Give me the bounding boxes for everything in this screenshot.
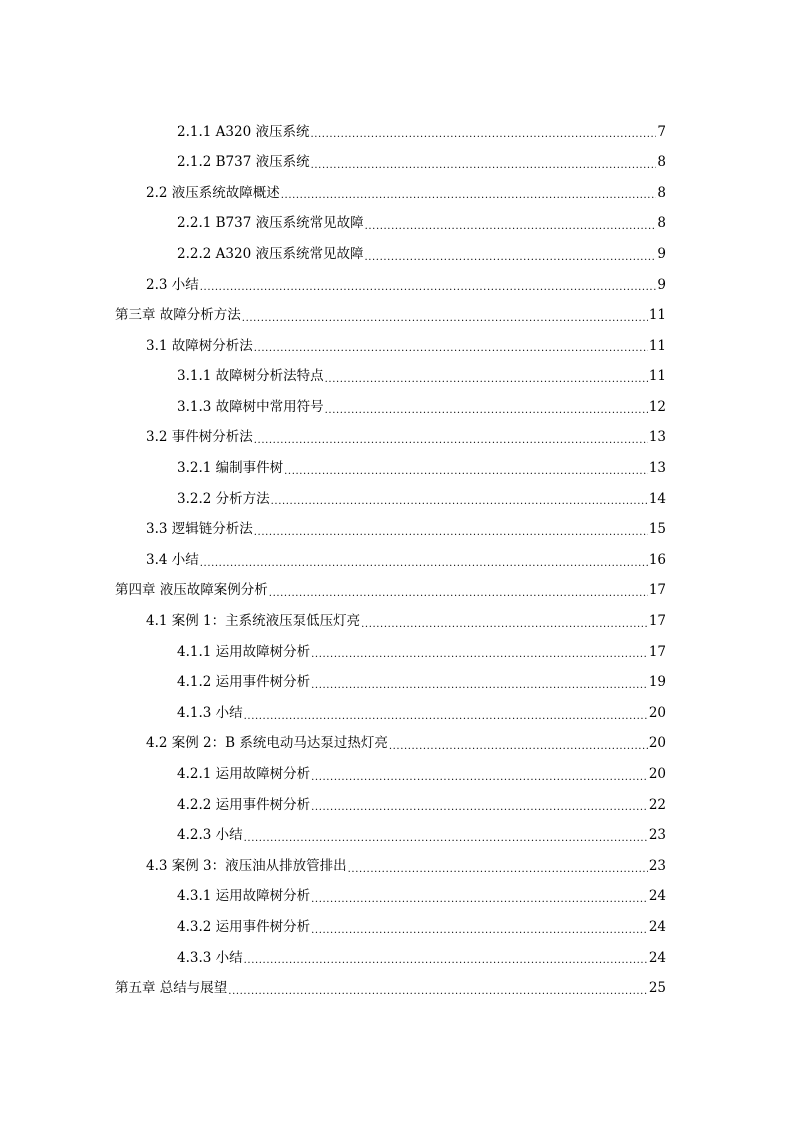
toc-entry-page-number: 24 xyxy=(648,888,666,905)
toc-entry-page-number: 20 xyxy=(648,766,666,783)
toc-entry-page-number: 9 xyxy=(657,245,666,262)
toc-entry xyxy=(0,117,793,148)
toc-dot-leader xyxy=(364,249,656,263)
toc-dot-leader xyxy=(311,922,648,936)
toc-dot-leader xyxy=(361,616,648,630)
toc-dot-leader xyxy=(254,340,648,354)
toc-entry-title: 4.2 案例 2：B 系统电动马达泵过热灯亮 xyxy=(146,735,388,752)
toc-entry-page-number: 11 xyxy=(648,337,666,354)
toc-entry-title: 3.1.1 故障树分析法特点 xyxy=(177,368,324,385)
toc-entry-page-number: 24 xyxy=(648,949,666,966)
toc-entry-page-number: 14 xyxy=(648,490,666,507)
toc-dot-leader xyxy=(311,891,648,905)
toc-entry-page-number: 22 xyxy=(648,796,666,813)
toc-dot-leader xyxy=(365,218,657,232)
toc-entry-page-number: 17 xyxy=(648,613,666,630)
toc-entry xyxy=(0,576,793,607)
toc-dot-leader xyxy=(271,493,648,507)
toc-dot-leader xyxy=(254,432,648,446)
toc-dot-leader xyxy=(311,677,648,691)
toc-entry xyxy=(0,943,793,974)
toc-entry-title: 4.2.2 运用事件树分析 xyxy=(177,796,311,813)
toc-entry xyxy=(0,270,793,301)
toc-entry-page-number: 17 xyxy=(648,582,666,599)
toc-dot-leader xyxy=(281,187,657,201)
toc-dot-leader xyxy=(269,585,648,599)
toc-entry-page-number: 13 xyxy=(648,460,666,477)
toc-entry xyxy=(0,912,793,943)
toc-dot-leader xyxy=(200,555,648,569)
toc-entry xyxy=(0,607,793,638)
toc-entry-title: 4.3.2 运用事件树分析 xyxy=(177,918,311,935)
toc-entry xyxy=(0,882,793,913)
toc-entry xyxy=(0,974,793,1005)
toc-dot-leader xyxy=(325,402,648,416)
toc-entry xyxy=(0,454,793,485)
toc-entry xyxy=(0,331,793,362)
toc-entry xyxy=(0,698,793,729)
toc-entry-title: 3.2.1 编制事件树 xyxy=(177,460,284,477)
toc-dot-leader xyxy=(244,708,648,722)
toc-dot-leader xyxy=(389,738,648,752)
toc-entry-title: 2.3 小结 xyxy=(146,276,199,293)
toc-entry xyxy=(0,668,793,699)
toc-entry-title: 4.1 案例 1：主系统液压泵低压灯亮 xyxy=(146,613,361,630)
toc-entry-title: 4.2.1 运用故障树分析 xyxy=(177,766,311,783)
toc-entry-title: 3.2 事件树分析法 xyxy=(146,429,253,446)
toc-dot-leader xyxy=(311,646,648,660)
toc-entry xyxy=(0,362,793,393)
toc-entry xyxy=(0,484,793,515)
toc-entry xyxy=(0,239,793,270)
toc-entry-page-number: 24 xyxy=(648,918,666,935)
toc-dot-leader xyxy=(244,830,648,844)
toc-dot-leader xyxy=(284,463,648,477)
table-of-contents xyxy=(0,117,793,1004)
toc-entry-title: 第四章 液压故障案例分析 xyxy=(115,582,268,599)
toc-entry-page-number: 16 xyxy=(648,551,666,568)
toc-entry-page-number: 25 xyxy=(648,980,666,997)
toc-dot-leader xyxy=(244,952,648,966)
toc-entry xyxy=(0,851,793,882)
toc-entry-page-number: 8 xyxy=(657,154,666,171)
toc-dot-leader xyxy=(310,126,656,140)
toc-entry-title: 4.2.3 小结 xyxy=(177,827,243,844)
toc-entry xyxy=(0,637,793,668)
toc-entry xyxy=(0,178,793,209)
toc-entry xyxy=(0,209,793,240)
toc-entry xyxy=(0,790,793,821)
toc-entry-title: 3.4 小结 xyxy=(146,551,199,568)
toc-entry-page-number: 20 xyxy=(648,735,666,752)
toc-entry-title: 2.1.2 B737 液压系统 xyxy=(177,154,310,171)
toc-entry-title: 4.3 案例 3：液压油从排放管排出 xyxy=(146,857,347,874)
toc-entry-page-number: 8 xyxy=(657,215,666,232)
toc-entry-title: 2.2.2 A320 液压系统常见故障 xyxy=(177,245,364,262)
toc-entry-page-number: 11 xyxy=(648,307,666,324)
toc-entry-title: 3.1.3 故障树中常用符号 xyxy=(177,398,324,415)
toc-entry-title: 2.2 液压系统故障概述 xyxy=(146,184,280,201)
toc-entry xyxy=(0,392,793,423)
toc-entry xyxy=(0,148,793,179)
toc-dot-leader xyxy=(325,371,648,385)
toc-entry xyxy=(0,423,793,454)
toc-entry-page-number: 20 xyxy=(648,704,666,721)
toc-dot-leader xyxy=(311,769,648,783)
toc-entry-page-number: 8 xyxy=(657,184,666,201)
toc-entry xyxy=(0,515,793,546)
toc-entry-title: 2.1.1 A320 液压系统 xyxy=(177,123,310,140)
toc-entry-page-number: 15 xyxy=(648,521,666,538)
toc-entry-page-number: 9 xyxy=(657,276,666,293)
toc-entry-page-number: 7 xyxy=(657,123,666,140)
toc-entry-title: 4.1.1 运用故障树分析 xyxy=(177,643,311,660)
toc-dot-leader xyxy=(254,524,648,538)
toc-entry-page-number: 23 xyxy=(648,857,666,874)
toc-dot-leader xyxy=(242,310,648,324)
toc-dot-leader xyxy=(311,157,657,171)
toc-entry-page-number: 17 xyxy=(648,643,666,660)
toc-entry xyxy=(0,729,793,760)
toc-entry xyxy=(0,301,793,332)
toc-entry-title: 4.3.1 运用故障树分析 xyxy=(177,888,311,905)
toc-entry-title: 4.1.3 小结 xyxy=(177,704,243,721)
toc-entry-title: 4.1.2 运用事件树分析 xyxy=(177,674,311,691)
toc-entry-page-number: 23 xyxy=(648,827,666,844)
toc-entry xyxy=(0,545,793,576)
toc-entry-title: 4.3.3 小结 xyxy=(177,949,243,966)
toc-dot-leader xyxy=(200,279,657,293)
toc-entry-page-number: 12 xyxy=(648,398,666,415)
toc-entry xyxy=(0,759,793,790)
toc-entry-title: 第五章 总结与展望 xyxy=(115,980,228,997)
toc-entry-title: 3.3 逻辑链分析法 xyxy=(146,521,253,538)
toc-dot-leader xyxy=(228,983,648,997)
toc-entry-title: 第三章 故障分析方法 xyxy=(115,307,241,324)
toc-entry-page-number: 11 xyxy=(648,368,666,385)
toc-entry-page-number: 13 xyxy=(648,429,666,446)
toc-entry-title: 3.2.2 分析方法 xyxy=(177,490,270,507)
toc-entry-title: 2.2.1 B737 液压系统常见故障 xyxy=(177,215,364,232)
toc-dot-leader xyxy=(348,861,648,875)
toc-entry xyxy=(0,821,793,852)
toc-entry-page-number: 19 xyxy=(648,674,666,691)
toc-entry-title: 3.1 故障树分析法 xyxy=(146,337,253,354)
toc-dot-leader xyxy=(311,799,648,813)
